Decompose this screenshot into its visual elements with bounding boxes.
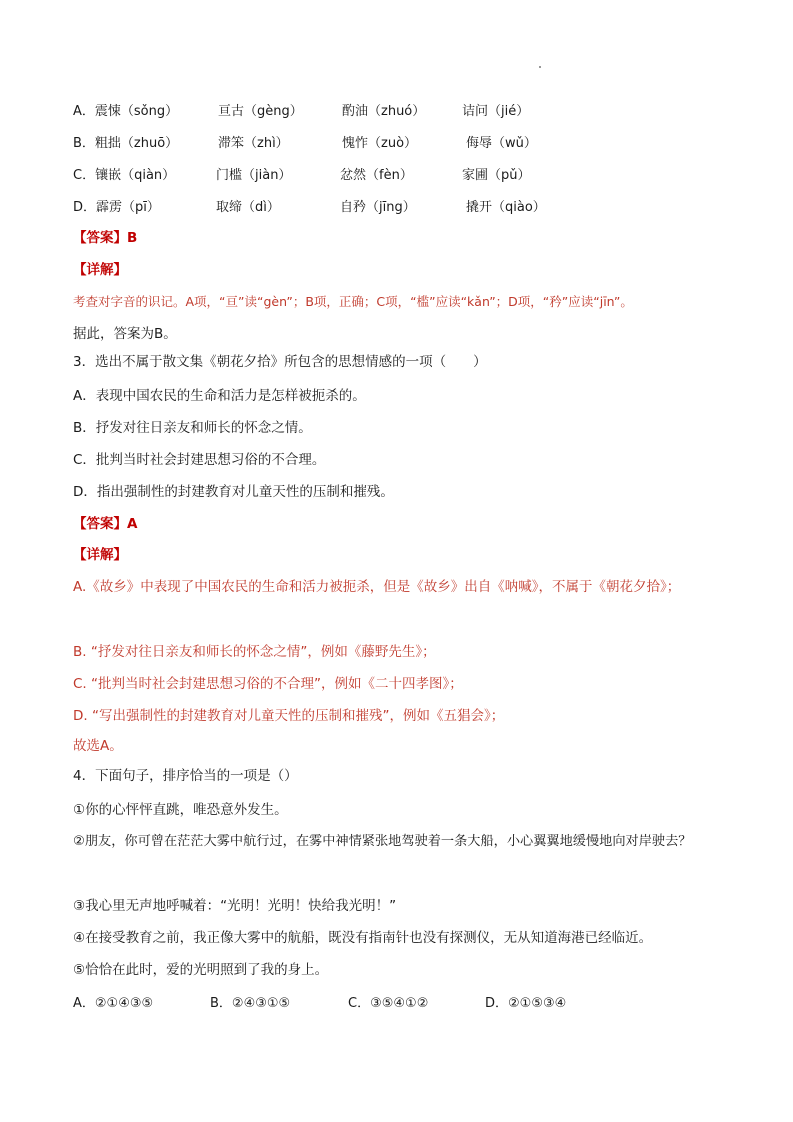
q3-answer: 【答案】A	[73, 516, 138, 532]
q2-c-3: 忿然（fèn）	[340, 168, 413, 183]
q2-a-2: 亘古（gèng）	[218, 104, 303, 119]
q2-d-3: 自矜（jīng）	[340, 200, 416, 215]
q4-stem: 4．下面句子，排序恰当的一项是（）	[73, 768, 298, 784]
q3-explain-a: A.《故乡》中表现了中国农民的生命和活力被扼杀，但是《故乡》出自《呐喊》，不属于《朝花夕拾》；	[73, 579, 681, 595]
q3-option-d: D．指出强制性的封建教育对儿童天性的压制和摧残。	[73, 484, 394, 500]
q4-option-a: A．②①④③⑤	[73, 996, 154, 1011]
q2-detail-text: 考查对字音的识记。A项，“亘”读“gèn”；B项，正确；C项，“槛”应读“kǎn”；D项，“矜”应读“jīn”。	[73, 294, 633, 309]
q4-option-d: D．②①⑤③④	[485, 996, 567, 1011]
q2-d-1: D．霹雳（pī）	[73, 200, 160, 215]
q3-detail-label: 【详解】	[73, 547, 127, 563]
q4-sentence-1: ①你的心怦怦直跳，唯恐意外发生。	[73, 802, 288, 818]
q4-sentence-3: ③我心里无声地呼喊着：“光明！光明！快给我光明！”	[73, 898, 397, 914]
q4-option-c: C．③⑤④①②	[348, 996, 429, 1011]
q2-c-4: 家圃（pǔ）	[462, 168, 531, 183]
q2-d-4: 撬开（qiào）	[466, 200, 546, 215]
q3-option-b: B．抒发对往日亲友和师长的怀念之情。	[73, 420, 312, 436]
q2-b-4: 侮辱（wǔ）	[466, 136, 537, 151]
q4-option-b: B．②④③①⑤	[210, 996, 291, 1011]
q3-option-c: C．批判当时社会封建思想习俗的不合理。	[73, 452, 326, 468]
q4-sentence-4: ④在接受教育之前，我正像大雾中的航船，既没有指南针也没有探测仪，无从知道海港已经临近。	[73, 930, 653, 946]
q4-sentence-2: ②朋友，你可曾在茫茫大雾中航行过，在雾中神情紧张地驾驶着一条大船，小心翼翼地缓慢地向对岸驶去？	[73, 834, 692, 849]
page-mark	[539, 66, 541, 68]
q2-a-1: A．震悚（sǒng）	[73, 104, 179, 119]
q3-explain-d: D. “写出强制性的封建教育对儿童天性的压制和摧残”，例如《五猖会》；	[73, 708, 505, 724]
q2-b-1: B．粗拙（zhuō）	[73, 136, 179, 151]
q2-detail-label: 【详解】	[73, 262, 127, 278]
q2-conclusion: 据此，答案为B。	[73, 326, 177, 342]
q3-conclusion: 故选A。	[73, 738, 123, 754]
q2-b-2: 滞笨（zhì）	[218, 136, 289, 151]
q3-stem: 3．选出不属于散文集《朝花夕拾》所包含的思想情感的一项（ ）	[73, 354, 487, 370]
q2-b-3: 愧怍（zuò）	[342, 136, 418, 151]
q3-explain-b: B. “抒发对往日亲友和师长的怀念之情”，例如《藤野先生》；	[73, 644, 436, 660]
q2-c-2: 门槛（jiàn）	[216, 168, 292, 183]
q2-a-3: 酌油（zhuó）	[342, 104, 426, 119]
q4-sentence-5: ⑤恰恰在此时，爱的光明照到了我的身上。	[73, 962, 329, 978]
q3-option-a: A．表现中国农民的生命和活力是怎样被扼杀的。	[73, 388, 366, 404]
q2-c-1: C．镶嵌（qiàn）	[73, 168, 176, 183]
q3-explain-c: C. “批判当时社会封建思想习俗的不合理”，例如《二十四孝图》；	[73, 676, 463, 692]
q2-d-2: 取缔（dì）	[216, 200, 280, 215]
q2-answer: 【答案】B	[73, 230, 138, 246]
q2-a-4: 诘问（jié）	[462, 104, 530, 119]
